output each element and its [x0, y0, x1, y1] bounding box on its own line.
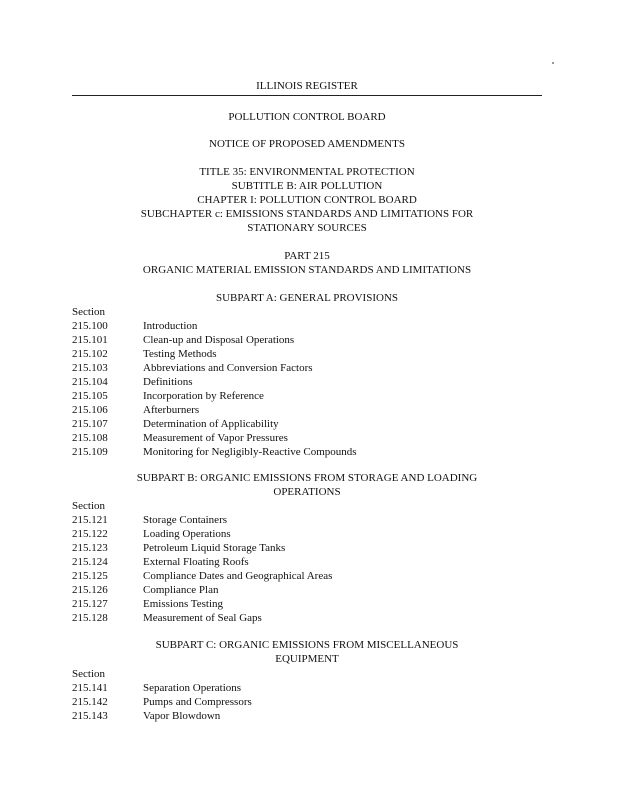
board-title: POLLUTION CONTROL BOARD	[228, 111, 386, 123]
section-number: 215.121	[72, 514, 108, 526]
section-title: Storage Containers	[143, 514, 228, 526]
section-number: 215.101	[72, 334, 108, 346]
section-number: 215.105	[72, 390, 108, 402]
section-title: Compliance Dates and Geographical Areas	[143, 570, 333, 582]
section-title: Emissions Testing	[143, 598, 224, 610]
section-number: 215.104	[72, 376, 108, 388]
section-number: 215.143	[72, 710, 108, 722]
subpart-b-heading: SUBPART B: ORGANIC EMISSIONS FROM STORAGE AND LOADING	[136, 472, 478, 484]
section-number: 215.107	[72, 418, 108, 430]
section-number: 215.142	[72, 696, 108, 708]
subpart-c-heading-cont: EQUIPMENT	[275, 653, 339, 665]
section-title: Clean-up and Disposal Operations	[143, 334, 295, 346]
subpart-c-heading: SUBPART C: ORGANIC EMISSIONS FROM MISCELLANEOUS	[155, 639, 459, 651]
section-title: External Floating Roofs	[143, 556, 249, 568]
section-title: Separation Operations	[143, 682, 242, 694]
section-number: 215.100	[72, 320, 108, 332]
part-number: PART 215	[284, 250, 330, 262]
section-number: 215.108	[72, 432, 108, 444]
section-title: Measurement of Seal Gaps	[143, 612, 262, 624]
subchapter-line: SUBCHAPTER c: EMISSIONS STANDARDS AND LIMITATIONS FOR	[140, 208, 474, 220]
section-number: 215.122	[72, 528, 108, 540]
section-title: Pumps and Compressors	[143, 696, 252, 708]
section-title: Afterburners	[143, 404, 200, 416]
section-number: 215.141	[72, 682, 108, 694]
subtitle-line: SUBTITLE B: AIR POLLUTION	[231, 180, 383, 192]
scan-speck	[552, 62, 554, 64]
section-label: Section	[72, 668, 105, 680]
section-title: Introduction	[143, 320, 198, 332]
section-title: Vapor Blowdown	[143, 710, 221, 722]
section-title: Abbreviations and Conversion Factors	[143, 362, 313, 374]
header-rule	[72, 95, 542, 96]
section-title: Monitoring for Negligibly-Reactive Compounds	[143, 446, 357, 458]
section-title: Incorporation by Reference	[143, 390, 264, 402]
register-header: ILLINOIS REGISTER	[256, 80, 358, 92]
section-number: 215.125	[72, 570, 108, 582]
part-name: ORGANIC MATERIAL EMISSION STANDARDS AND LIMITATIONS	[142, 264, 472, 276]
section-title: Compliance Plan	[143, 584, 219, 596]
section-label: Section	[72, 306, 105, 318]
subpart-b-heading-cont: OPERATIONS	[273, 486, 341, 498]
section-title: Loading Operations	[143, 528, 231, 540]
section-title: Determination of Applicability	[143, 418, 279, 430]
section-number: 215.103	[72, 362, 108, 374]
title-line: TITLE 35: ENVIRONMENTAL PROTECTION	[199, 166, 415, 178]
section-title: Petroleum Liquid Storage Tanks	[143, 542, 286, 554]
section-title: Testing Methods	[143, 348, 217, 360]
section-number: 215.124	[72, 556, 108, 568]
subchapter-line-cont: STATIONARY SOURCES	[247, 222, 367, 234]
section-number: 215.123	[72, 542, 108, 554]
chapter-line: CHAPTER I: POLLUTION CONTROL BOARD	[197, 194, 417, 206]
section-number: 215.127	[72, 598, 108, 610]
section-label: Section	[72, 500, 105, 512]
section-number: 215.126	[72, 584, 108, 596]
section-number: 215.102	[72, 348, 108, 360]
notice-title: NOTICE OF PROPOSED AMENDMENTS	[209, 138, 405, 150]
subpart-a-heading: SUBPART A: GENERAL PROVISIONS	[216, 292, 398, 304]
section-number: 215.106	[72, 404, 108, 416]
section-title: Definitions	[143, 376, 193, 388]
section-title: Measurement of Vapor Pressures	[143, 432, 288, 444]
section-number: 215.128	[72, 612, 108, 624]
section-number: 215.109	[72, 446, 108, 458]
